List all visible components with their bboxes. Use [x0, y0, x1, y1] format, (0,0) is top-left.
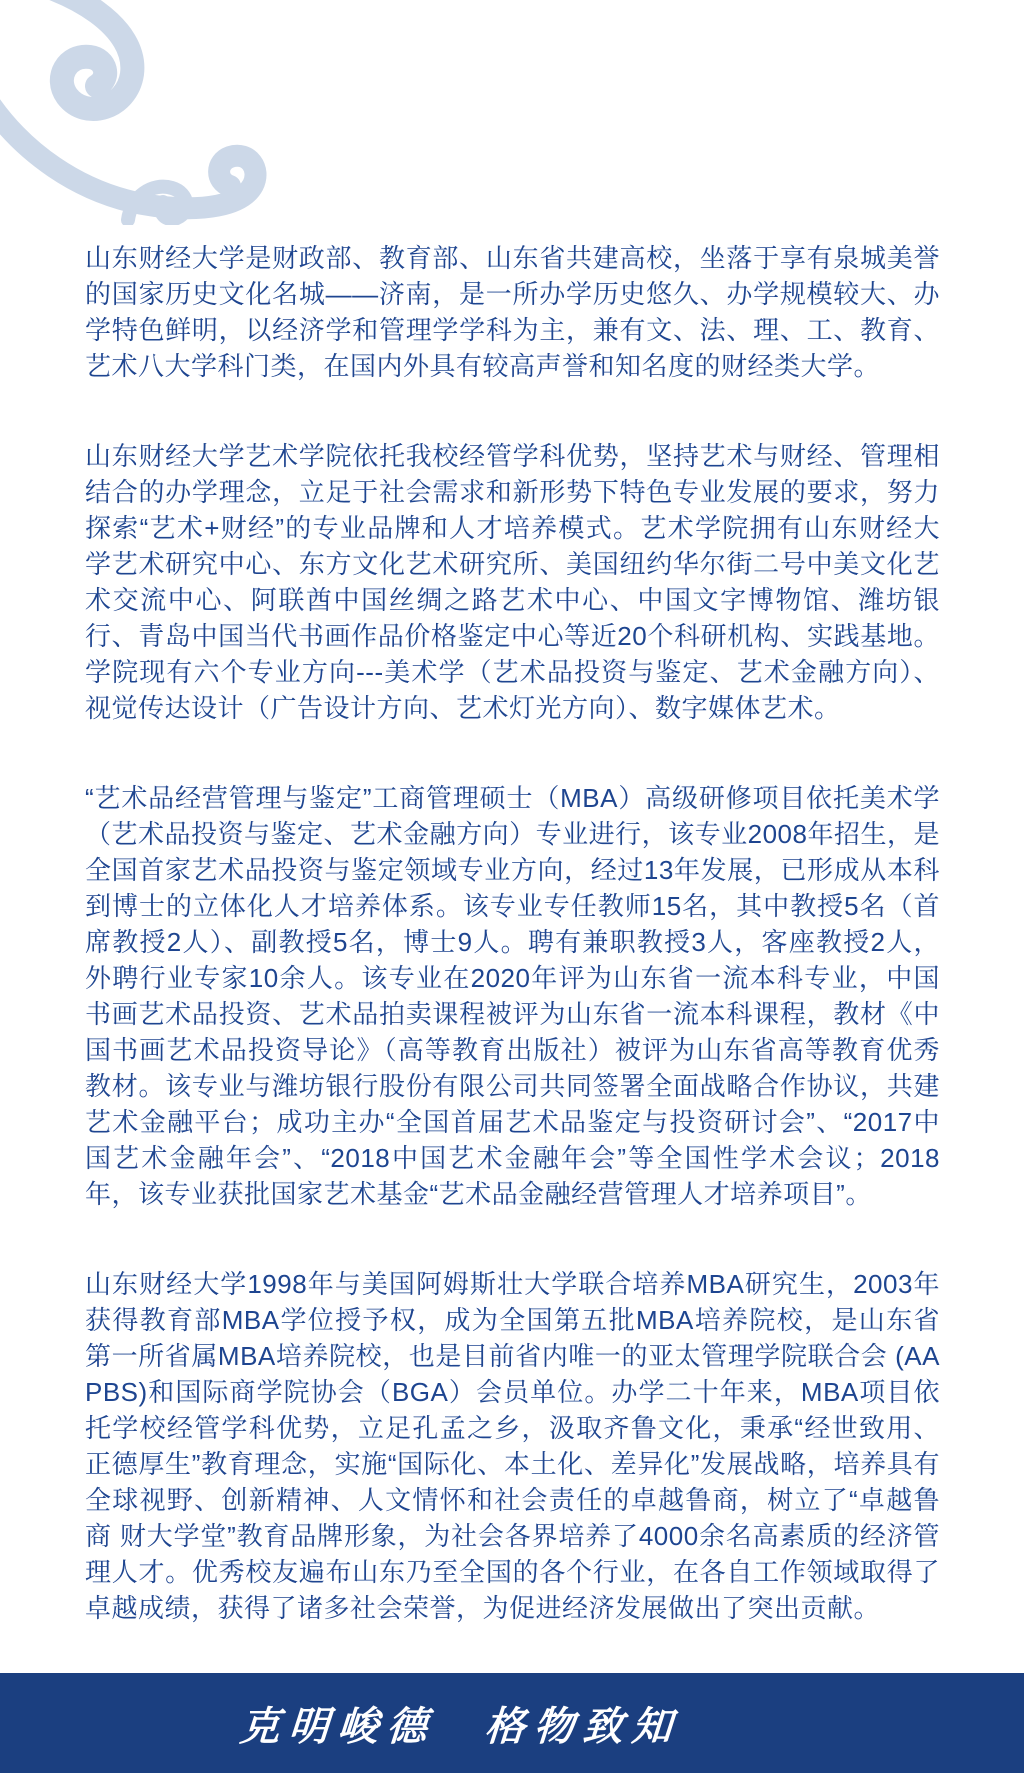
paragraph-university-intro: 山东财经大学是财政部、教育部、山东省共建高校，坐落于享有泉城美誉的国家历史文化名城——济南，是一所办学历史悠久、办学规模较大、办学特色鲜明，以经济学和管理学学科为主，兼有文、法、理、工、教育、艺术八大学科门类，在国内外具有较高声誉和知名度的财经类大学。: [85, 243, 940, 381]
paragraph-mba-art-program: “艺术品经营管理与鉴定”工商管理硕士（MBA）高级研修项目依托美术学（艺术品投资与鉴定、艺术金融方向）专业进行，该专业2008年招生，是全国首家艺术品投资与鉴定领域专业方向，经过13年发展，已形成从本科到博士的立体化人才培养体系。该专业专任教师15名，其中教授5名（首席教授2人）、副教授5名，博士9人。聘有兼职教授3人，客座教授2人，外聘行业专家10余人。该专业在2020年评为山东省一流本科专业，中国书画艺术品投资、艺术品拍卖课程被评为山东省一流本科课程，教材《中国书画艺术品投资导论》（高等教育出版社）被评为山东省高等教育优秀教材。该专业与潍坊银行股份有限公司共同签署全面战略合作协议，共建艺术金融平台；成功主办“全国首届艺术品鉴定与投资研讨会”、“2017中国艺术金融年会”、“2018中国艺术金融年会”等全国性学术会议；2018年，该专业获批国家艺术基金“艺术品金融经营管理人才培养项目”。: [85, 783, 940, 1209]
paragraph-mba-history: 山东财经大学1998年与美国阿姆斯壮大学联合培养MBA研究生，2003年获得教育部MBA学位授予权，成为全国第五批MBA培养院校，是山东省第一所省属MBA培养院校，也是目前省内唯一的亚太管理学院联合会 (AAPBS)和国际商学院协会（BGA）会员单位。办学二十年来，MBA项目依托学校经管学科优势，立足孔孟之乡，汲取齐鲁文化，秉承“经世致用、正德厚生”教育理念，实施“国际化、本土化、差异化”发展战略，培养具有全球视野、创新精神、人文情怀和社会责任的卓越鲁商，树立了“卓越鲁商 财大学堂”教育品牌形象，为社会各界培养了4000余名高素质的经济管理人才。优秀校友遍布山东乃至全国的各个行业，在各自工作领域取得了卓越成绩，获得了诸多社会荣誉，为促进经济发展做出了突出贡献。: [85, 1269, 940, 1623]
article-body: [85, 240, 940, 1680]
cloud-pattern-icon: [0, 0, 300, 225]
footer-band: [0, 1673, 1024, 1773]
paragraph-art-school: 山东财经大学艺术学院依托我校经管学科优势，坚持艺术与财经、管理相结合的办学理念，立足于社会需求和新形势下特色专业发展的要求，努力探索“艺术+财经”的专业品牌和人才培养模式。艺术学院拥有山东财经大学艺术研究中心、东方文化艺术研究所、美国纽约华尔街二号中美文化艺术交流中心、阿联酋中国丝绸之路艺术中心、中国文字博物馆、潍坊银行、青岛中国当代书画作品价格鉴定中心等近20个科研机构、实践基地。学院现有六个专业方向---美术学（艺术品投资与鉴定、艺术金融方向）、视觉传达设计（广告设计方向、艺术灯光方向）、数字媒体艺术。: [85, 441, 940, 723]
school-motto: 克明峻德 格物致知: [237, 1702, 682, 1750]
